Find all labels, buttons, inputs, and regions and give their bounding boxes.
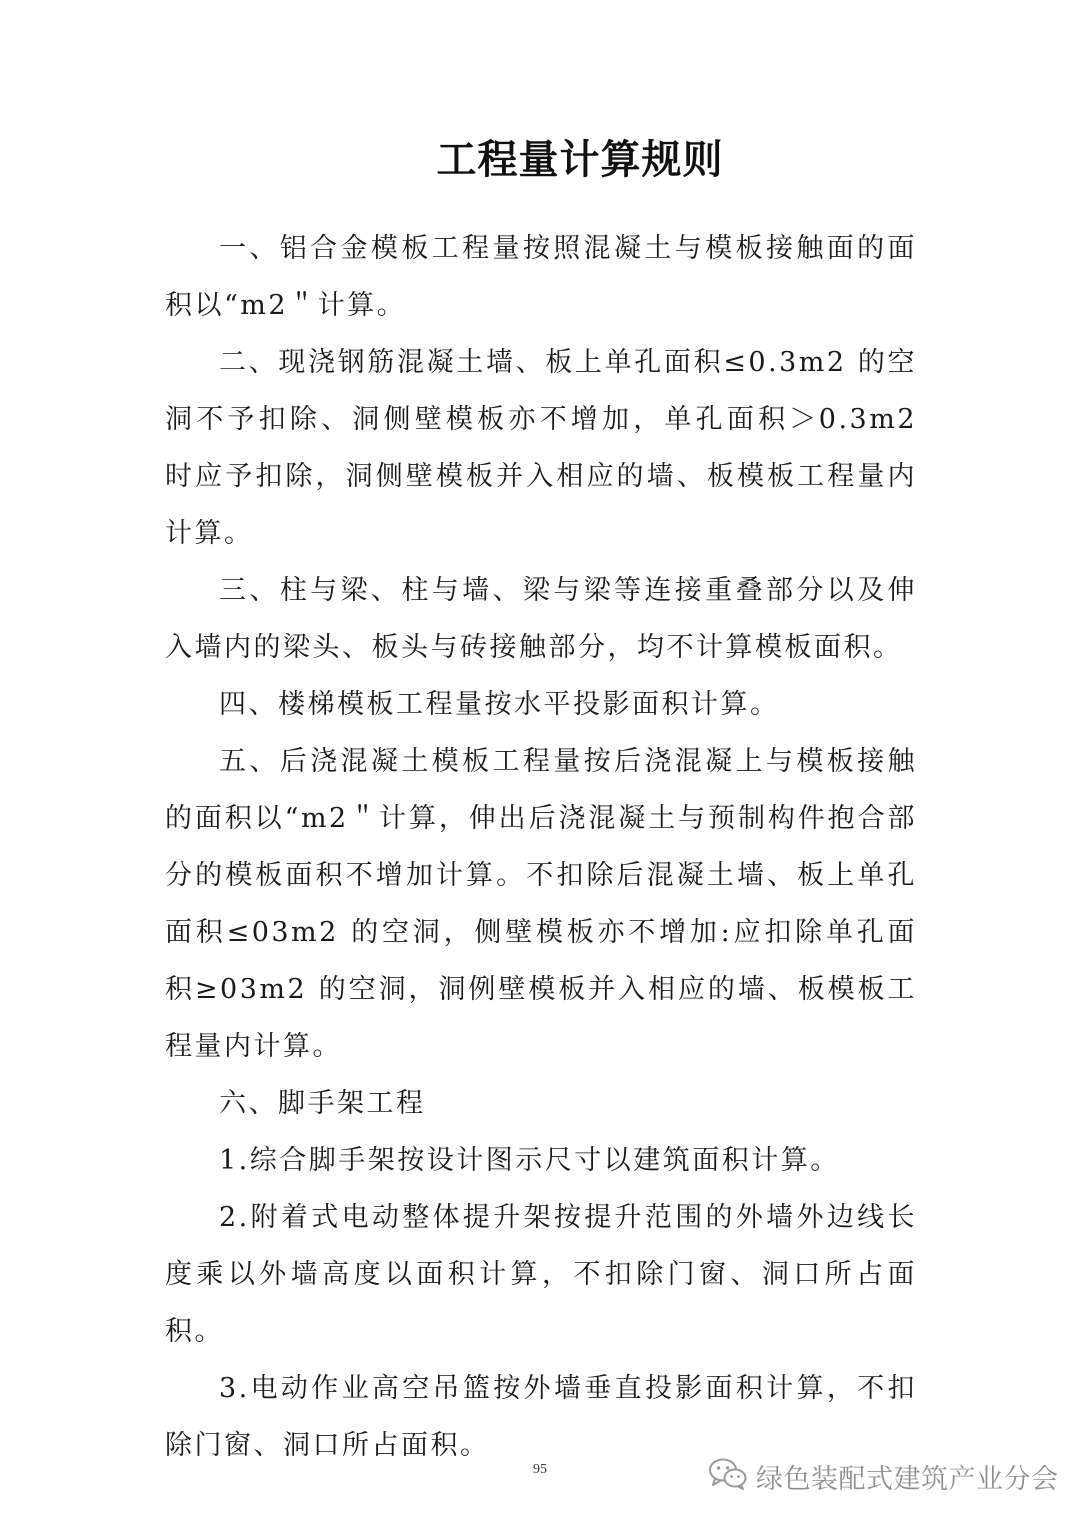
- paragraph-3: 三、柱与梁、柱与墙、梁与梁等连接重叠部分以及伸入墙内的梁头、板头与砖接触部分，均不计算模板面积。: [165, 575, 917, 663]
- watermark-text: 绿色装配式建筑产业分会: [756, 1463, 1059, 1495]
- page-title: 工程量计算规则: [436, 137, 724, 183]
- list-item-2: 2.附着式电动整体提升架按提升范围的外墙外边线长度乘以外墙高度以面积计算，不扣除门窗、洞口所占面积。: [165, 1202, 917, 1347]
- document-body: [165, 220, 917, 1474]
- paragraph-1: 一、铝合金模板工程量按照混凝土与模板接触面的面积以“m2＂计算。: [165, 233, 917, 321]
- paragraph-4: 四、楼梯模板工程量按水平投影面积计算。: [219, 689, 780, 720]
- list-item-1: 1.综合脚手架按设计图示尺寸以建筑面积计算。: [219, 1145, 840, 1176]
- page-number: 95: [533, 1462, 547, 1477]
- paragraph-5: 五、后浇混凝土模板工程量按后浇混凝上与模板接触的面积以“m2＂计算，伸出后浇混凝土与预制构件抱合部分的模板面积不增加计算。不扣除后混凝土墙、板上单孔面积≤03m2 的空洞，侧壁模板亦不增加:应扣除单孔面积≥03m2 的空洞，洞例壁模板并入相应的墙、板模板工程量内计算。: [165, 746, 917, 1062]
- wechat-icon: [708, 1457, 748, 1495]
- watermark: [708, 1456, 1059, 1496]
- list-item-3: 3.电动作业高空吊篮按外墙垂直投影面积计算，不扣除门窗、洞口所占面积。: [165, 1373, 917, 1461]
- section-heading-scaffolding: 六、脚手架工程: [219, 1088, 426, 1119]
- paragraph-2: 二、现浇钢筋混凝土墙、板上单孔面积≤0.3m2 的空洞不予扣除、洞侧壁模板亦不增加，单孔面积＞0.3m2 时应予扣除，洞侧壁模板并入相应的墙、板模板工程量内计算。: [165, 347, 917, 549]
